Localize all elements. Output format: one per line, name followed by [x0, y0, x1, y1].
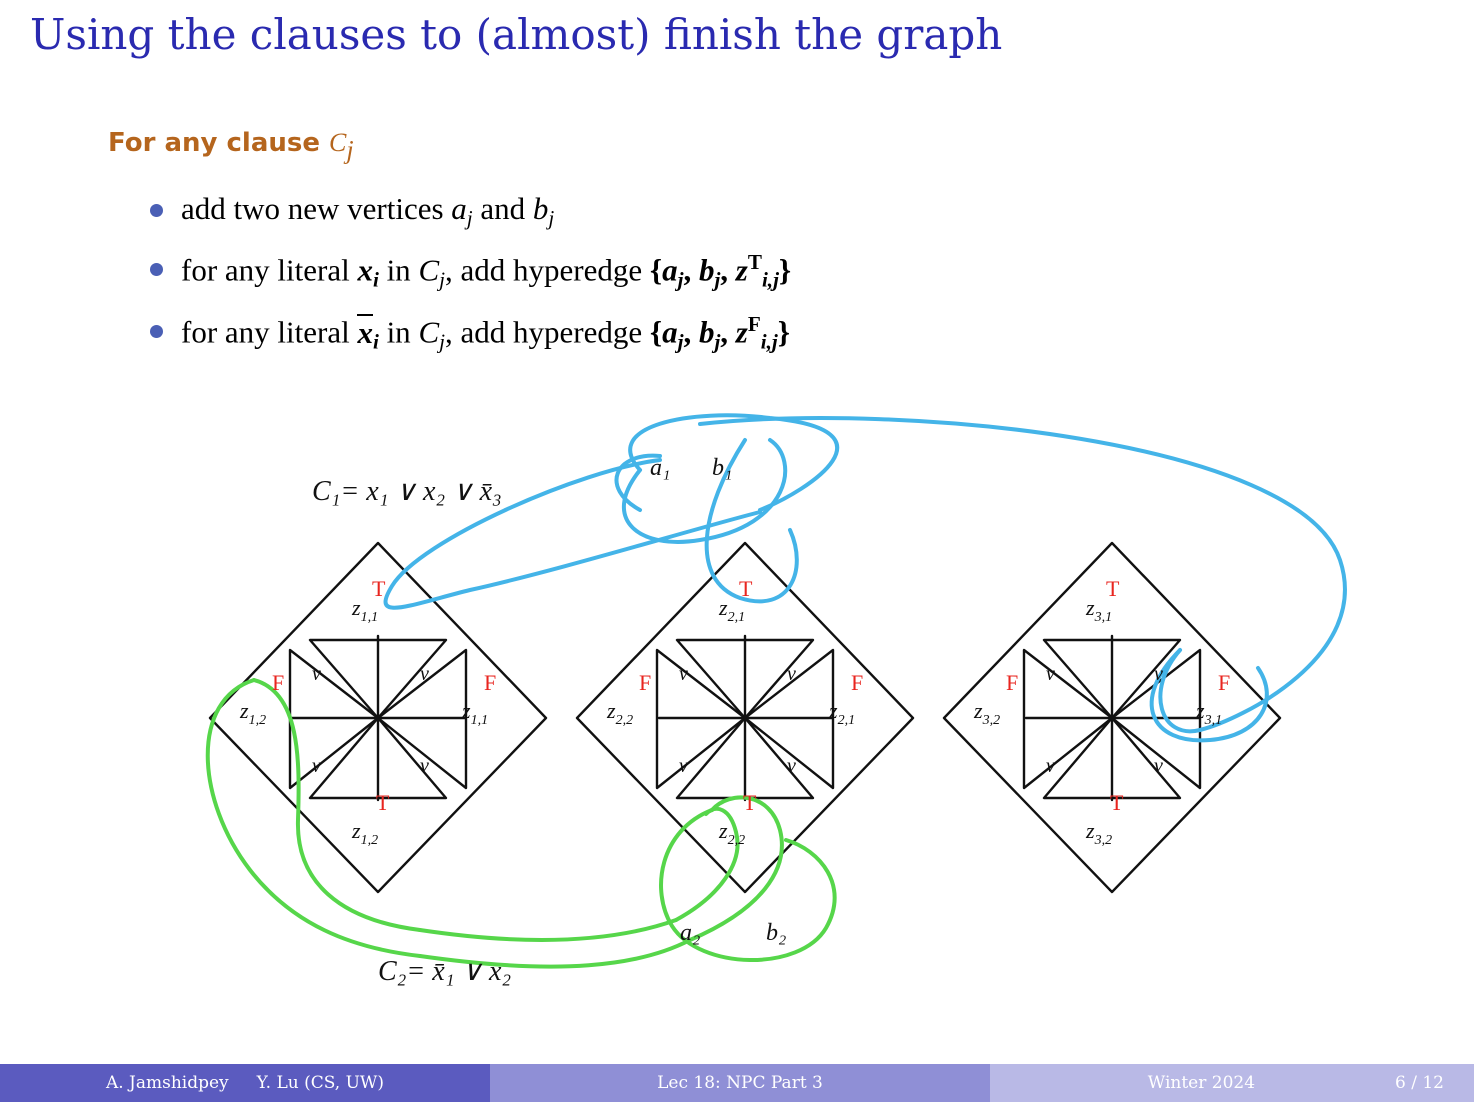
- gadget-2-top-sup: T: [739, 576, 753, 601]
- bullet-text: for any literal $x_i$ in $C_j$, add hyperedge {$a_j$, $b_j$, $z^F_{i,j}$}: [181, 312, 790, 354]
- gadget-2-right-sup: F: [851, 670, 864, 695]
- gadget-3-bottom-sup: T: [1110, 790, 1124, 815]
- gadget-1-top: $z_{1,1}$: [352, 595, 379, 625]
- footer-meta: [990, 1064, 1474, 1102]
- gadget-1-inner-v-bl: v: [312, 755, 321, 777]
- page-title: Using the clauses to (almost) finish the graph: [30, 10, 1003, 59]
- gadget-2-inner-v-tr: v: [787, 663, 796, 685]
- gadget-1-inner-v-br: v: [420, 755, 429, 777]
- gadget-2-top: $z_{2,1}$: [719, 595, 746, 625]
- gadget-2-inner-v-tl: v: [679, 663, 688, 685]
- gadget-2-right: $z_{2,1}$: [829, 698, 856, 728]
- bullet-list: [150, 190, 1400, 373]
- gadget-2-bottom: $z_{2,2}$: [719, 818, 746, 848]
- bullet-dot-icon: [150, 263, 163, 276]
- gadget-1-left: $z_{1,2}$: [240, 698, 267, 728]
- bullet-negative-literal: [150, 311, 1400, 355]
- bullet-positive-literal: [150, 249, 1400, 293]
- clause2-label: C₂= x̄₁ ∨ x₂: [378, 956, 512, 987]
- bullet-text: add two new vertices $a_j$ and $b_j$: [181, 191, 555, 230]
- gadget-3-right-sup: F: [1218, 670, 1231, 695]
- vertex-a2-label: a₂: [680, 920, 701, 946]
- gadget-1-inner-v-tl: v: [312, 663, 321, 685]
- bullet-dot-icon: [150, 204, 163, 217]
- gadget-2-left: $z_{2,2}$: [607, 698, 634, 728]
- block-heading-text: For any clause: [108, 128, 330, 158]
- footer-author-2: Y. Lu (CS, UW): [256, 1073, 385, 1093]
- gadget-2-left-sup: F: [639, 670, 652, 695]
- gadget-2-inner-v-bl: v: [679, 755, 688, 777]
- gadget-1-top-sup: T: [372, 576, 386, 601]
- gadget-1-left-sup: F: [272, 670, 285, 695]
- gadget-1-bottom: $z_{1,2}$: [352, 818, 379, 848]
- gadget-3-left: $z_{3,2}$: [974, 698, 1001, 728]
- gadget-3-inner-v-bl: v: [1046, 755, 1055, 777]
- gadget-3-top: $z_{3,1}$: [1086, 595, 1113, 625]
- gadget-3-bottom: $z_{3,2}$: [1086, 818, 1113, 848]
- gadget-1-inner-v-tr: v: [420, 663, 429, 685]
- vertex-b1-label: b₁: [712, 455, 733, 481]
- gadget-3-inner-v-br: v: [1154, 755, 1163, 777]
- footer-authors: [0, 1064, 490, 1102]
- gadget-2-inner-v-br: v: [787, 755, 796, 777]
- gadget-2-bottom-sup: T: [743, 790, 757, 815]
- bullet-text: for any literal $x_i$ in $C_j$, add hyperedge {$a_j$, $b_j$, $z^T_{i,j}$}: [181, 250, 792, 292]
- vertex-a1-label: a₁: [650, 455, 671, 481]
- bullet-dot-icon: [150, 325, 163, 338]
- block-heading-sub: j: [346, 135, 354, 165]
- footer-lecture: Lec 18: NPC Part 3: [490, 1064, 990, 1102]
- block-heading-math: C: [329, 128, 347, 157]
- slide-footer: [0, 1064, 1474, 1102]
- footer-page-number: 6 / 12: [1395, 1073, 1444, 1093]
- gadget-1-right: $z_{1,1}$: [462, 698, 489, 728]
- gadget-3-top-sup: T: [1106, 576, 1120, 601]
- gadget-3-inner-v-tr: v: [1154, 663, 1163, 685]
- gadget-1-right-sup: F: [484, 670, 497, 695]
- gadget-3-left-sup: F: [1006, 670, 1019, 695]
- gadget-3-inner-v-tl: v: [1046, 663, 1055, 685]
- handwritten-graph-figure: [0, 400, 1474, 1040]
- footer-term: Winter 2024: [1147, 1073, 1256, 1093]
- gadget-1-bottom-sup: T: [376, 790, 390, 815]
- gadget-3-right: $z_{3,1}$: [1196, 698, 1223, 728]
- bullet-add-vertices: [150, 190, 1400, 231]
- block-heading: [108, 128, 354, 165]
- clause1-label: C₁= x₁ ∨ x₂ ∨ x̄₃: [312, 476, 502, 507]
- footer-author-1: A. Jamshidpey: [105, 1073, 229, 1093]
- vertex-b2-label: b₂: [766, 920, 787, 946]
